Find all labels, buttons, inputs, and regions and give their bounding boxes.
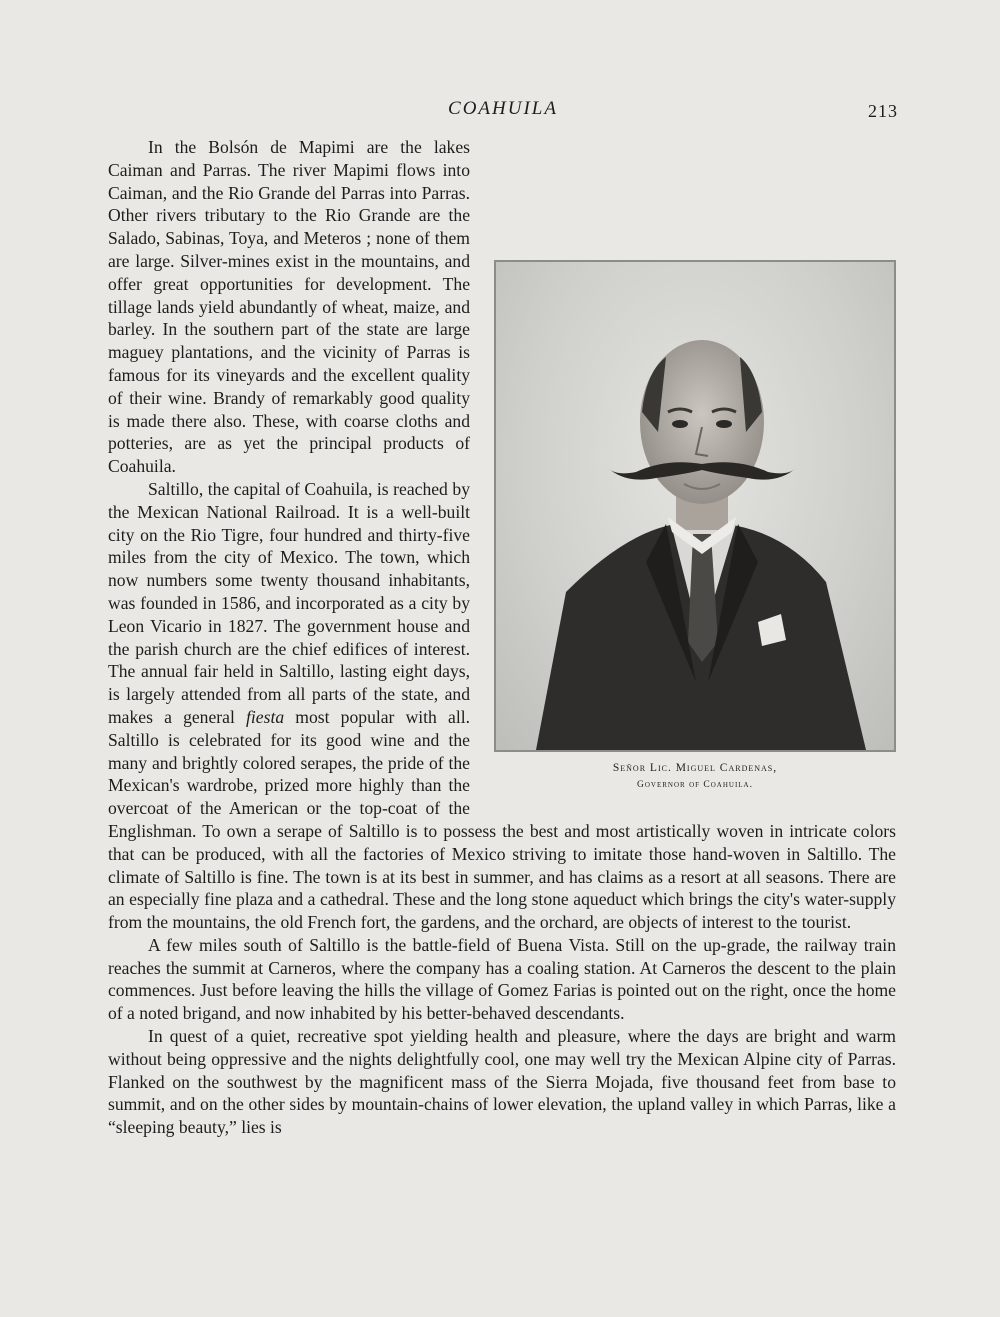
portrait-photo <box>494 260 896 752</box>
running-title: COAHUILA <box>448 98 558 119</box>
portrait-caption <box>494 760 896 794</box>
page-header <box>108 98 898 124</box>
paragraph-lakes-text: In the Bolsón de Mapimi are the lakes Caiman and Parras. The river Mapimi flows into Caiman, and the Rio Grande del Parras into Parras. Other rivers tributary to the Rio Grande are the Salado, Sabinas, Toya, and Meteros ; none of them are large. Silver-mines exist in the mountains, and offer great opportunities for development. The tillage lands yield abundantly of wheat, maize, and barley. In the southern part of the state are large maguey plantations, and the vicinity of Parras is famous for its vineyards and the excellent quality of their wine. Brandy of remarkably good quality is made there also. These, with coarse cloths and potteries, are as yet the principal products of Coahuila. <box>108 137 470 477</box>
paragraph-buena-vista: A few miles south of Saltillo is the battle-field of Buena Vista. Still on the up-grade, the railway train reaches the summit at Carneros, where the company has a coaling station. At Carneros the descent to the plain commences. Just before leaving the hills the village of Gomez Farias is pointed out on the right, once the home of a noted brigand, and now inhabited by his better-behaved descendants. <box>108 934 896 1024</box>
caption-title: Governor of Coahuila. <box>637 780 753 790</box>
portrait-figure <box>494 260 896 794</box>
caption-name: Señor Lic. Miguel Cardenas, <box>612 762 778 774</box>
fiesta-word: fiesta <box>246 706 285 727</box>
paragraph-saltillo-text-b: most popular with all. Saltillo is celebrated for its good wine and the many and brightly colored serapes, the pride of the Mexican's wardrobe, prized more highly than the overcoat of the American or the top-coat of the Englishman. To own a serape of Saltillo is to possess the best and most artistically woven in intricate colors that can be produced, with all the factories of Mexico striving to imitate those hand-woven in Saltillo. The climate of Saltillo is fine. The town is at its best in summer, and has claims as a resort at all seasons. There are an especially fine plaza and a cathedral. These and the long stone aqueduct which brings the city's water-supply from the mountains, the old French fort, the gardens, and the orchard, are objects of interest to the tourist. <box>108 706 896 933</box>
paragraph-parras: In quest of a quiet, recreative spot yielding health and pleasure, where the days are bright and warm without being oppressive and the nights delightfully cool, one may well try the Mexican Alpine city of Parras. Flanked on the southwest by the magnificent mass of the Sierra Mojada, five thousand feet from base to summit, and on the other sides by mountain-chains of lower elevation, the upland valley in which Parras, like a “sleeping beauty,” lies is <box>108 1026 896 1138</box>
body-text <box>108 136 896 1139</box>
page-number: 213 <box>868 101 898 121</box>
portrait-icon <box>496 262 894 750</box>
paragraph-saltillo-text-a: Saltillo, the capital of Coahuila, is reached by the Mexican National Railroad. It is a well-built city on the Rio Tigre, four hundred and thirty-five miles from the city of Mexico. The town, which now numbers some twenty thousand inhabitants, was founded in 1586, and incorporated as a city by Leon Vicario in 1827. The government house and the parish church are the chief edifices of interest. The annual fair held in Saltillo, lasting eight days, is largely attended from all parts of the state, and makes a general <box>108 478 470 727</box>
